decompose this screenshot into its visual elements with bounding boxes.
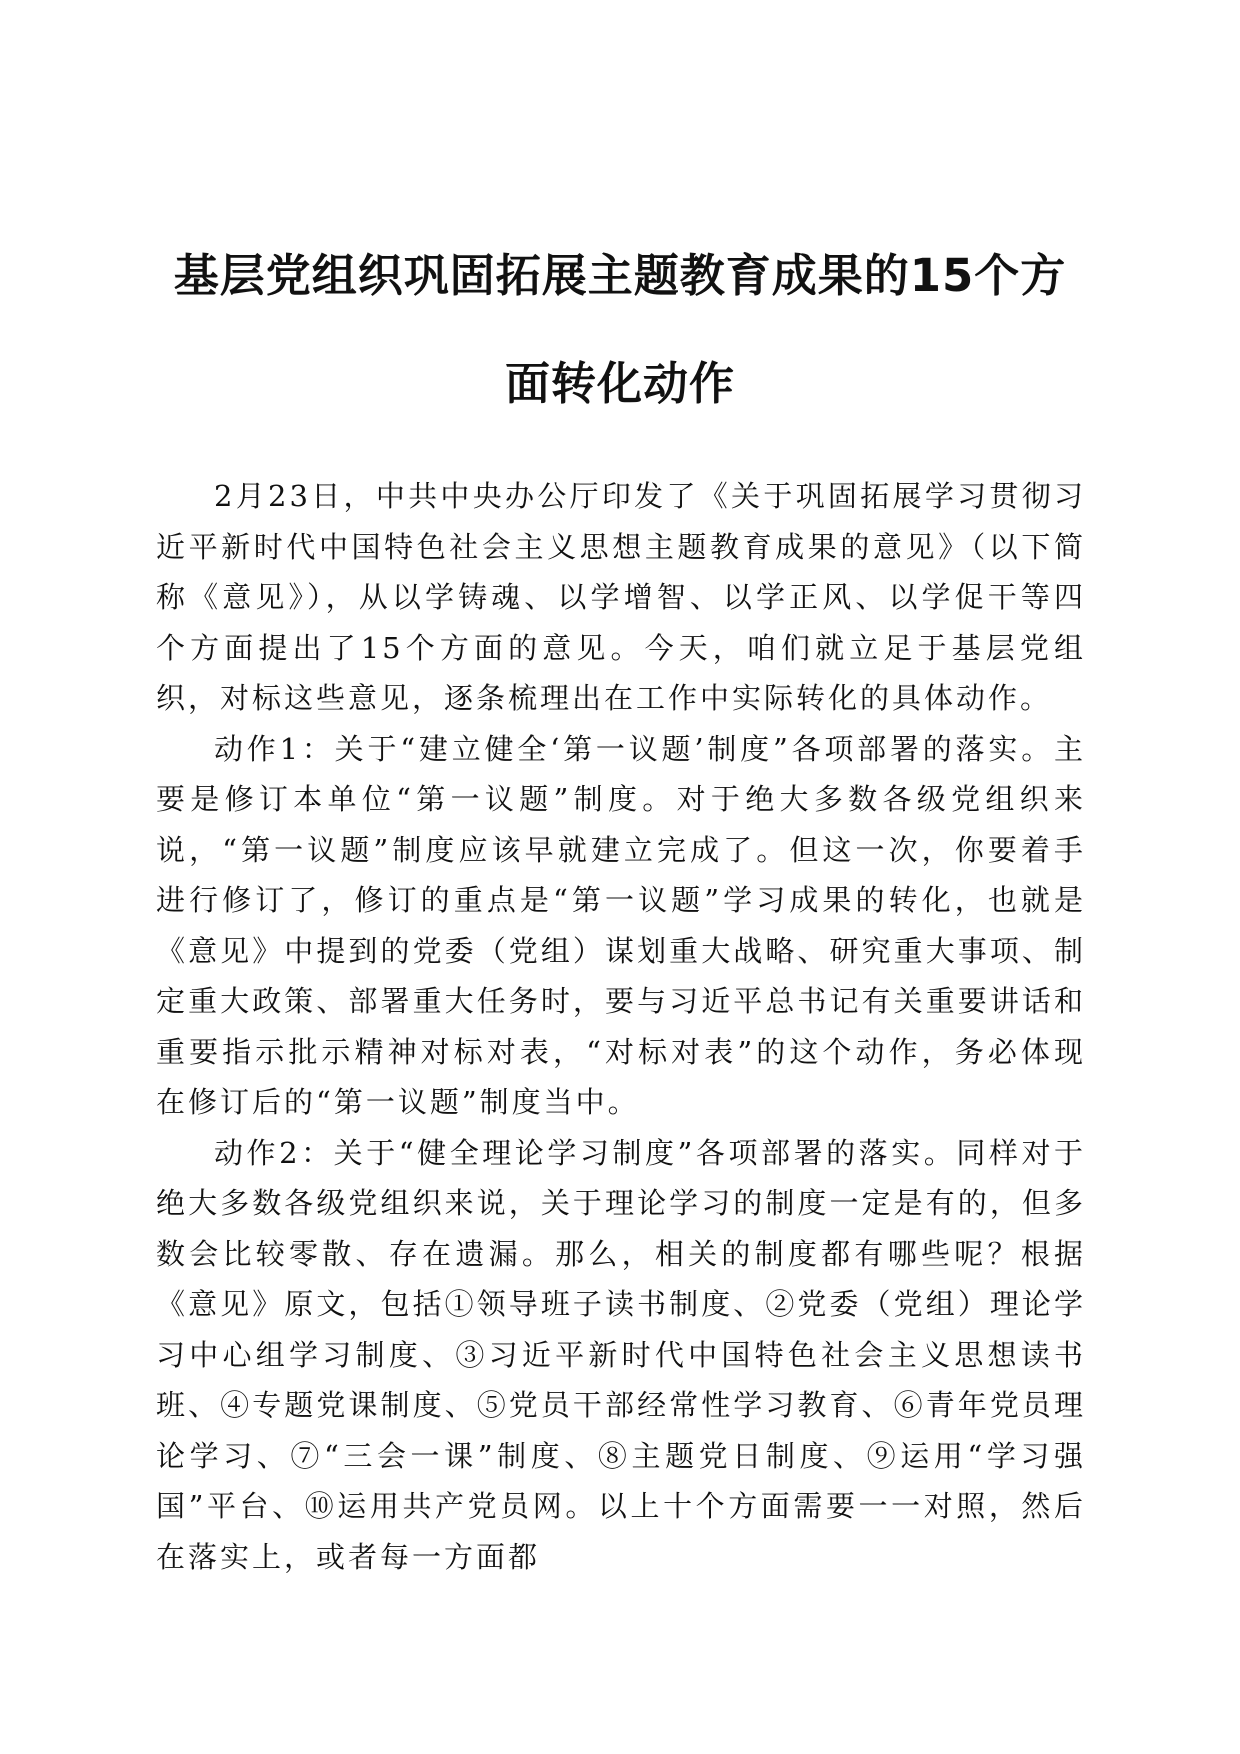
document-title <box>150 222 1090 438</box>
title-line-2: 面转化动作 <box>504 357 735 410</box>
paragraph-action-2: 动作2：关于“健全理论学习制度”各项部署的落实。同样对于绝大多数各级党组织来说，关于理论学习的制度一定是有的，但多数会比较零散、存在遗漏。那么，相关的制度都有哪些呢？根据《意见》原文，包括①领导班子读书制度、②党委（党组）理论学习中心组学习制度、③习近平新时代中国特色社会主义思想读书班、④专题党课制度、⑤党员干部经常性学习教育、⑥青年党员理论学习、⑦“三会一课”制度、⑧主题党日制度、⑨运用“学习强国”平台、⑩运用共产党员网。以上十个方面需要一一对照，然后在落实上，或者每一方面都 <box>156 1135 1086 1574</box>
title-line-1: 基层党组织巩固拓展主题教育成果的15个方 <box>173 249 1067 302</box>
paragraph-action-1: 动作1：关于“建立健全‘第一议题’制度”各项部署的落实。主要是修订本单位“第一议题”制度。对于绝大多数各级党组织来说，“第一议题”制度应该早就建立完成了。但这一次，你要着手进行修订了，修订的重点是“第一议题”学习成果的转化，也就是《意见》中提到的党委（党组）谋划重大战略、研究重大事项、制定重大政策、部署重大任务时，要与习近平总书记有关重要讲话和重要指示批示精神对标对表，“对标对表”的这个动作，务必体现在修订后的“第一议题”制度当中。 <box>156 731 1086 1119</box>
paragraph-intro: 2月23日，中共中央办公厅印发了《关于巩固拓展学习贯彻习近平新时代中国特色社会主义思想主题教育成果的意见》（以下简称《意见》），从以学铸魂、以学增智、以学正风、以学促干等四个方面提出了15个方面的意见。今天，咱们就立足于基层党组织，对标这些意见，逐条梳理出在工作中实际转化的具体动作。 <box>156 479 1086 715</box>
document-body <box>156 471 1086 1582</box>
